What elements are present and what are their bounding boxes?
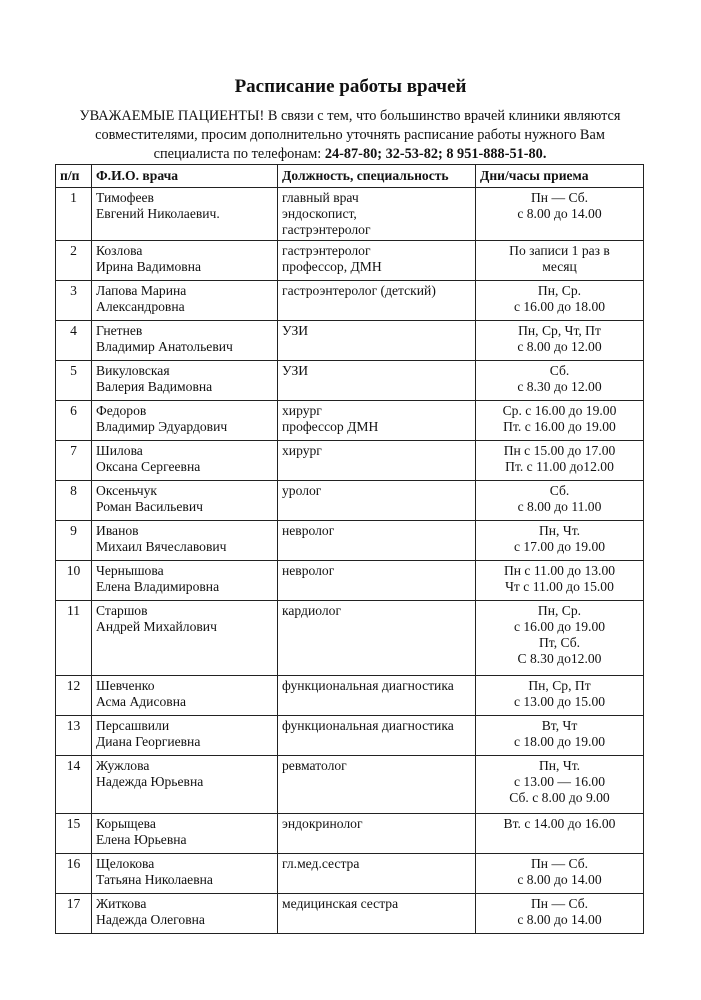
table-row xyxy=(56,281,644,321)
doctor-name-line: Евгений Николаевич. xyxy=(96,206,220,221)
doctor-name-line: Иванов xyxy=(96,523,139,538)
days-hours-line: Пн с 11.00 до 13.00 xyxy=(503,563,616,578)
days-hours-line: с 8.00 до 11.00 xyxy=(517,499,602,514)
days-hours-line: Пн с 15.00 до 17.00 xyxy=(503,443,616,458)
notice-line-1: УВАЖАЕМЫЕ ПАЦИЕНТЫ! В связи с тем, что большинство врачей клиники являются xyxy=(79,108,621,124)
days-hours-line: месяц xyxy=(542,259,577,274)
notice-line-3-prefix: специалиста по телефонам: xyxy=(153,146,325,162)
days-hours-line: с 16.00 до 19.00 xyxy=(513,619,606,634)
doctor-name-line: Гнетнев xyxy=(96,323,143,338)
table-row xyxy=(56,241,644,281)
days-hours-line: с 13.00 до 15.00 xyxy=(513,694,606,709)
doctor-name-line: Михаил Вячеславович xyxy=(96,539,227,554)
doctor-name-line: Козлова xyxy=(96,243,143,258)
row-number: 3 xyxy=(56,281,92,321)
table-row xyxy=(56,676,644,716)
days-hours-line: с 8.00 до 14.00 xyxy=(517,206,602,221)
doctor-name-cell xyxy=(92,676,278,716)
doctor-name-line: Асма Адисовна xyxy=(96,694,187,709)
doctor-name-cell xyxy=(92,561,278,601)
position-line: медицинская сестра xyxy=(282,896,399,911)
position-line: УЗИ xyxy=(282,363,309,378)
doctor-name-line: Андрей Михайлович xyxy=(96,619,217,634)
doctor-name-line: Ирина Вадимовна xyxy=(96,259,202,274)
header-number: п/п xyxy=(56,165,92,188)
doctor-name-cell xyxy=(92,756,278,814)
days-hours-line: Пт. с 11.00 до12.00 xyxy=(505,459,614,474)
table-row xyxy=(56,756,644,814)
row-number: 2 xyxy=(56,241,92,281)
position-line: профессор, ДМН xyxy=(282,259,382,274)
days-hours-cell xyxy=(476,854,644,894)
doctor-name-cell xyxy=(92,814,278,854)
position-cell xyxy=(278,854,476,894)
position-cell xyxy=(278,188,476,241)
header-days-hours: Дни/часы приема xyxy=(476,165,644,188)
doctor-name-line: Оксана Сергеевна xyxy=(96,459,201,474)
days-hours-line: Пн, Ср, Пт xyxy=(528,678,591,693)
position-line: гастрэнтеролог xyxy=(282,222,371,237)
position-cell xyxy=(278,361,476,401)
row-number: 5 xyxy=(56,361,92,401)
table-row xyxy=(56,441,644,481)
doctor-name-line: Оксеньчук xyxy=(96,483,157,498)
table-row xyxy=(56,188,644,241)
days-hours-line: Сб. xyxy=(549,483,570,498)
doctor-name-line: Шевченко xyxy=(96,678,155,693)
doctor-name-cell xyxy=(92,716,278,756)
header-doctor-name: Ф.И.О. врача xyxy=(92,165,278,188)
days-hours-line: Пн, Ср, Чт, Пт xyxy=(518,323,601,338)
days-hours-line: с 13.00 — 16.00 xyxy=(514,774,605,789)
doctor-name-line: Жужлова xyxy=(96,758,150,773)
doctor-name-line: Александровна xyxy=(96,299,185,314)
position-line: главный врач xyxy=(282,190,359,205)
days-hours-cell xyxy=(476,441,644,481)
doctor-name-line: Роман Васильевич xyxy=(96,499,203,514)
schedule-table xyxy=(55,164,644,934)
days-hours-line: Вт, Чт xyxy=(541,718,578,733)
days-hours-cell xyxy=(476,561,644,601)
days-hours-line: Пт, Сб. xyxy=(538,635,581,650)
doctor-name-line: Корыщева xyxy=(96,816,156,831)
days-hours-line: Сб. xyxy=(549,363,570,378)
position-cell xyxy=(278,561,476,601)
days-hours-line: с 17.00 до 19.00 xyxy=(513,539,606,554)
row-number: 9 xyxy=(56,521,92,561)
doctor-name-cell xyxy=(92,481,278,521)
position-cell xyxy=(278,814,476,854)
row-number: 13 xyxy=(56,716,92,756)
table-row xyxy=(56,894,644,934)
table-row xyxy=(56,521,644,561)
table-row xyxy=(56,561,644,601)
position-line: невролог xyxy=(282,523,335,538)
days-hours-line: Пн, Чт. xyxy=(538,523,581,538)
position-line: функциональная диагностика xyxy=(282,678,454,693)
position-cell xyxy=(278,281,476,321)
days-hours-line: Пн — Сб. xyxy=(530,856,589,871)
doctor-name-line: Шилова xyxy=(96,443,143,458)
doctor-name-line: Житкова xyxy=(96,896,147,911)
doctor-name-cell xyxy=(92,601,278,676)
doctor-name-cell xyxy=(92,188,278,241)
days-hours-line: с 8.30 до 12.00 xyxy=(517,379,602,394)
days-hours-cell xyxy=(476,521,644,561)
doctor-name-line: Старшов xyxy=(96,603,148,618)
row-number: 11 xyxy=(56,601,92,676)
row-number: 17 xyxy=(56,894,92,934)
table-row xyxy=(56,814,644,854)
doctor-name-line: Викуловская xyxy=(96,363,170,378)
doctor-name-cell xyxy=(92,361,278,401)
days-hours-cell xyxy=(476,361,644,401)
days-hours-line: Пн — Сб. xyxy=(530,896,589,911)
position-line: хирург xyxy=(282,403,322,418)
position-line: хирург xyxy=(282,443,322,458)
doctor-name-line: Тимофеев xyxy=(96,190,154,205)
days-hours-line: с 8.00 до 14.00 xyxy=(517,872,602,887)
position-line: гастроэнтеролог (детский) xyxy=(282,283,436,298)
doctor-name-cell xyxy=(92,521,278,561)
days-hours-cell xyxy=(476,756,644,814)
days-hours-line: с 16.00 до 18.00 xyxy=(513,299,606,314)
days-hours-line: Пт. с 16.00 до 19.00 xyxy=(503,419,616,434)
position-cell xyxy=(278,241,476,281)
notice-line-3 xyxy=(40,145,660,164)
position-line: уролог xyxy=(282,483,322,498)
doctor-name-line: Персашвили xyxy=(96,718,170,733)
schedule-table-header xyxy=(56,165,644,188)
position-cell xyxy=(278,401,476,441)
days-hours-line: Сб. с 8.00 до 9.00 xyxy=(509,790,610,805)
doctor-name-cell xyxy=(92,241,278,281)
position-cell xyxy=(278,521,476,561)
row-number: 6 xyxy=(56,401,92,441)
row-number: 15 xyxy=(56,814,92,854)
position-line: профессор ДМН xyxy=(282,419,379,434)
position-line: кардиолог xyxy=(282,603,342,618)
header-position: Должность, специальность xyxy=(278,165,476,188)
row-number: 7 xyxy=(56,441,92,481)
table-row xyxy=(56,601,644,676)
doctor-name-line: Владимир Эдуардович xyxy=(96,419,228,434)
page-title: Расписание работы врачей xyxy=(234,76,467,97)
days-hours-cell xyxy=(476,188,644,241)
position-line: функциональная диагностика xyxy=(282,718,454,733)
days-hours-line: Пн, Ср. xyxy=(537,603,582,618)
days-hours-line: Ср. с 16.00 до 19.00 xyxy=(502,403,617,418)
table-row xyxy=(56,361,644,401)
table-row xyxy=(56,716,644,756)
days-hours-cell xyxy=(476,894,644,934)
days-hours-cell xyxy=(476,281,644,321)
position-line: эндоскопист, xyxy=(282,206,357,221)
doctor-name-cell xyxy=(92,281,278,321)
doctor-name-line: Елена Юрьевна xyxy=(96,832,187,847)
days-hours-line: Пн, Чт. xyxy=(538,758,581,773)
days-hours-cell xyxy=(476,601,644,676)
position-line: УЗИ xyxy=(282,323,309,338)
position-cell xyxy=(278,894,476,934)
doctor-name-line: Владимир Анатольевич xyxy=(96,339,233,354)
doctor-name-cell xyxy=(92,401,278,441)
days-hours-cell xyxy=(476,401,644,441)
doctor-name-line: Валерия Вадимовна xyxy=(96,379,213,394)
days-hours-line: Чт с 11.00 до 15.00 xyxy=(505,579,614,594)
schedule-table-body xyxy=(56,188,644,934)
position-cell xyxy=(278,716,476,756)
days-hours-line: По записи 1 раз в xyxy=(509,243,610,258)
doctor-name-line: Надежда Олеговна xyxy=(96,912,205,927)
doctor-name-line: Надежда Юрьевна xyxy=(96,774,204,789)
phone-numbers: 24-87-80; 32-53-82; 8 951-888-51-80. xyxy=(324,146,547,162)
position-cell xyxy=(278,441,476,481)
position-cell xyxy=(278,601,476,676)
doctor-name-cell xyxy=(92,321,278,361)
days-hours-cell xyxy=(476,676,644,716)
days-hours-line: с 8.00 до 12.00 xyxy=(517,339,602,354)
table-row xyxy=(56,481,644,521)
position-cell xyxy=(278,481,476,521)
row-number: 12 xyxy=(56,676,92,716)
row-number: 1 xyxy=(56,188,92,241)
position-line: гастрэнтеролог xyxy=(282,243,371,258)
position-cell xyxy=(278,756,476,814)
days-hours-line: с 8.00 до 14.00 xyxy=(517,912,602,927)
doctor-name-cell xyxy=(92,854,278,894)
position-line: эндокринолог xyxy=(282,816,363,831)
row-number: 8 xyxy=(56,481,92,521)
doctor-name-line: Федоров xyxy=(96,403,147,418)
header-row xyxy=(56,165,644,188)
days-hours-cell xyxy=(476,321,644,361)
doctor-name-line: Щелокова xyxy=(96,856,155,871)
patient-notice xyxy=(40,107,660,164)
doctor-name-line: Татьяна Николаевна xyxy=(96,872,213,887)
row-number: 10 xyxy=(56,561,92,601)
doctor-name-cell xyxy=(92,894,278,934)
position-line: невролог xyxy=(282,563,335,578)
row-number: 4 xyxy=(56,321,92,361)
doctor-name-line: Чернышова xyxy=(96,563,164,578)
position-line: гл.мед.сестра xyxy=(282,856,360,871)
row-number: 14 xyxy=(56,756,92,814)
notice-line-2: совместителями, просим дополнительно уточнять расписание работы нужного Вам xyxy=(95,127,605,143)
position-cell xyxy=(278,321,476,361)
row-number: 16 xyxy=(56,854,92,894)
days-hours-cell xyxy=(476,814,644,854)
table-row xyxy=(56,854,644,894)
position-cell xyxy=(278,676,476,716)
doctor-name-line: Елена Владимировна xyxy=(96,579,220,594)
days-hours-line: с 18.00 до 19.00 xyxy=(513,734,606,749)
days-hours-line: Пн, Ср. xyxy=(537,283,582,298)
doctor-name-line: Диана Георгиевна xyxy=(96,734,201,749)
days-hours-cell xyxy=(476,241,644,281)
position-line: ревматолог xyxy=(282,758,347,773)
days-hours-line: Пн — Сб. xyxy=(530,190,589,205)
days-hours-cell xyxy=(476,481,644,521)
doctor-name-line: Лапова Марина xyxy=(96,283,187,298)
days-hours-line: Вт. с 14.00 до 16.00 xyxy=(503,816,616,831)
table-row xyxy=(56,401,644,441)
days-hours-line: С 8.30 до12.00 xyxy=(517,651,602,666)
doctor-name-cell xyxy=(92,441,278,481)
days-hours-cell xyxy=(476,716,644,756)
table-row xyxy=(56,321,644,361)
